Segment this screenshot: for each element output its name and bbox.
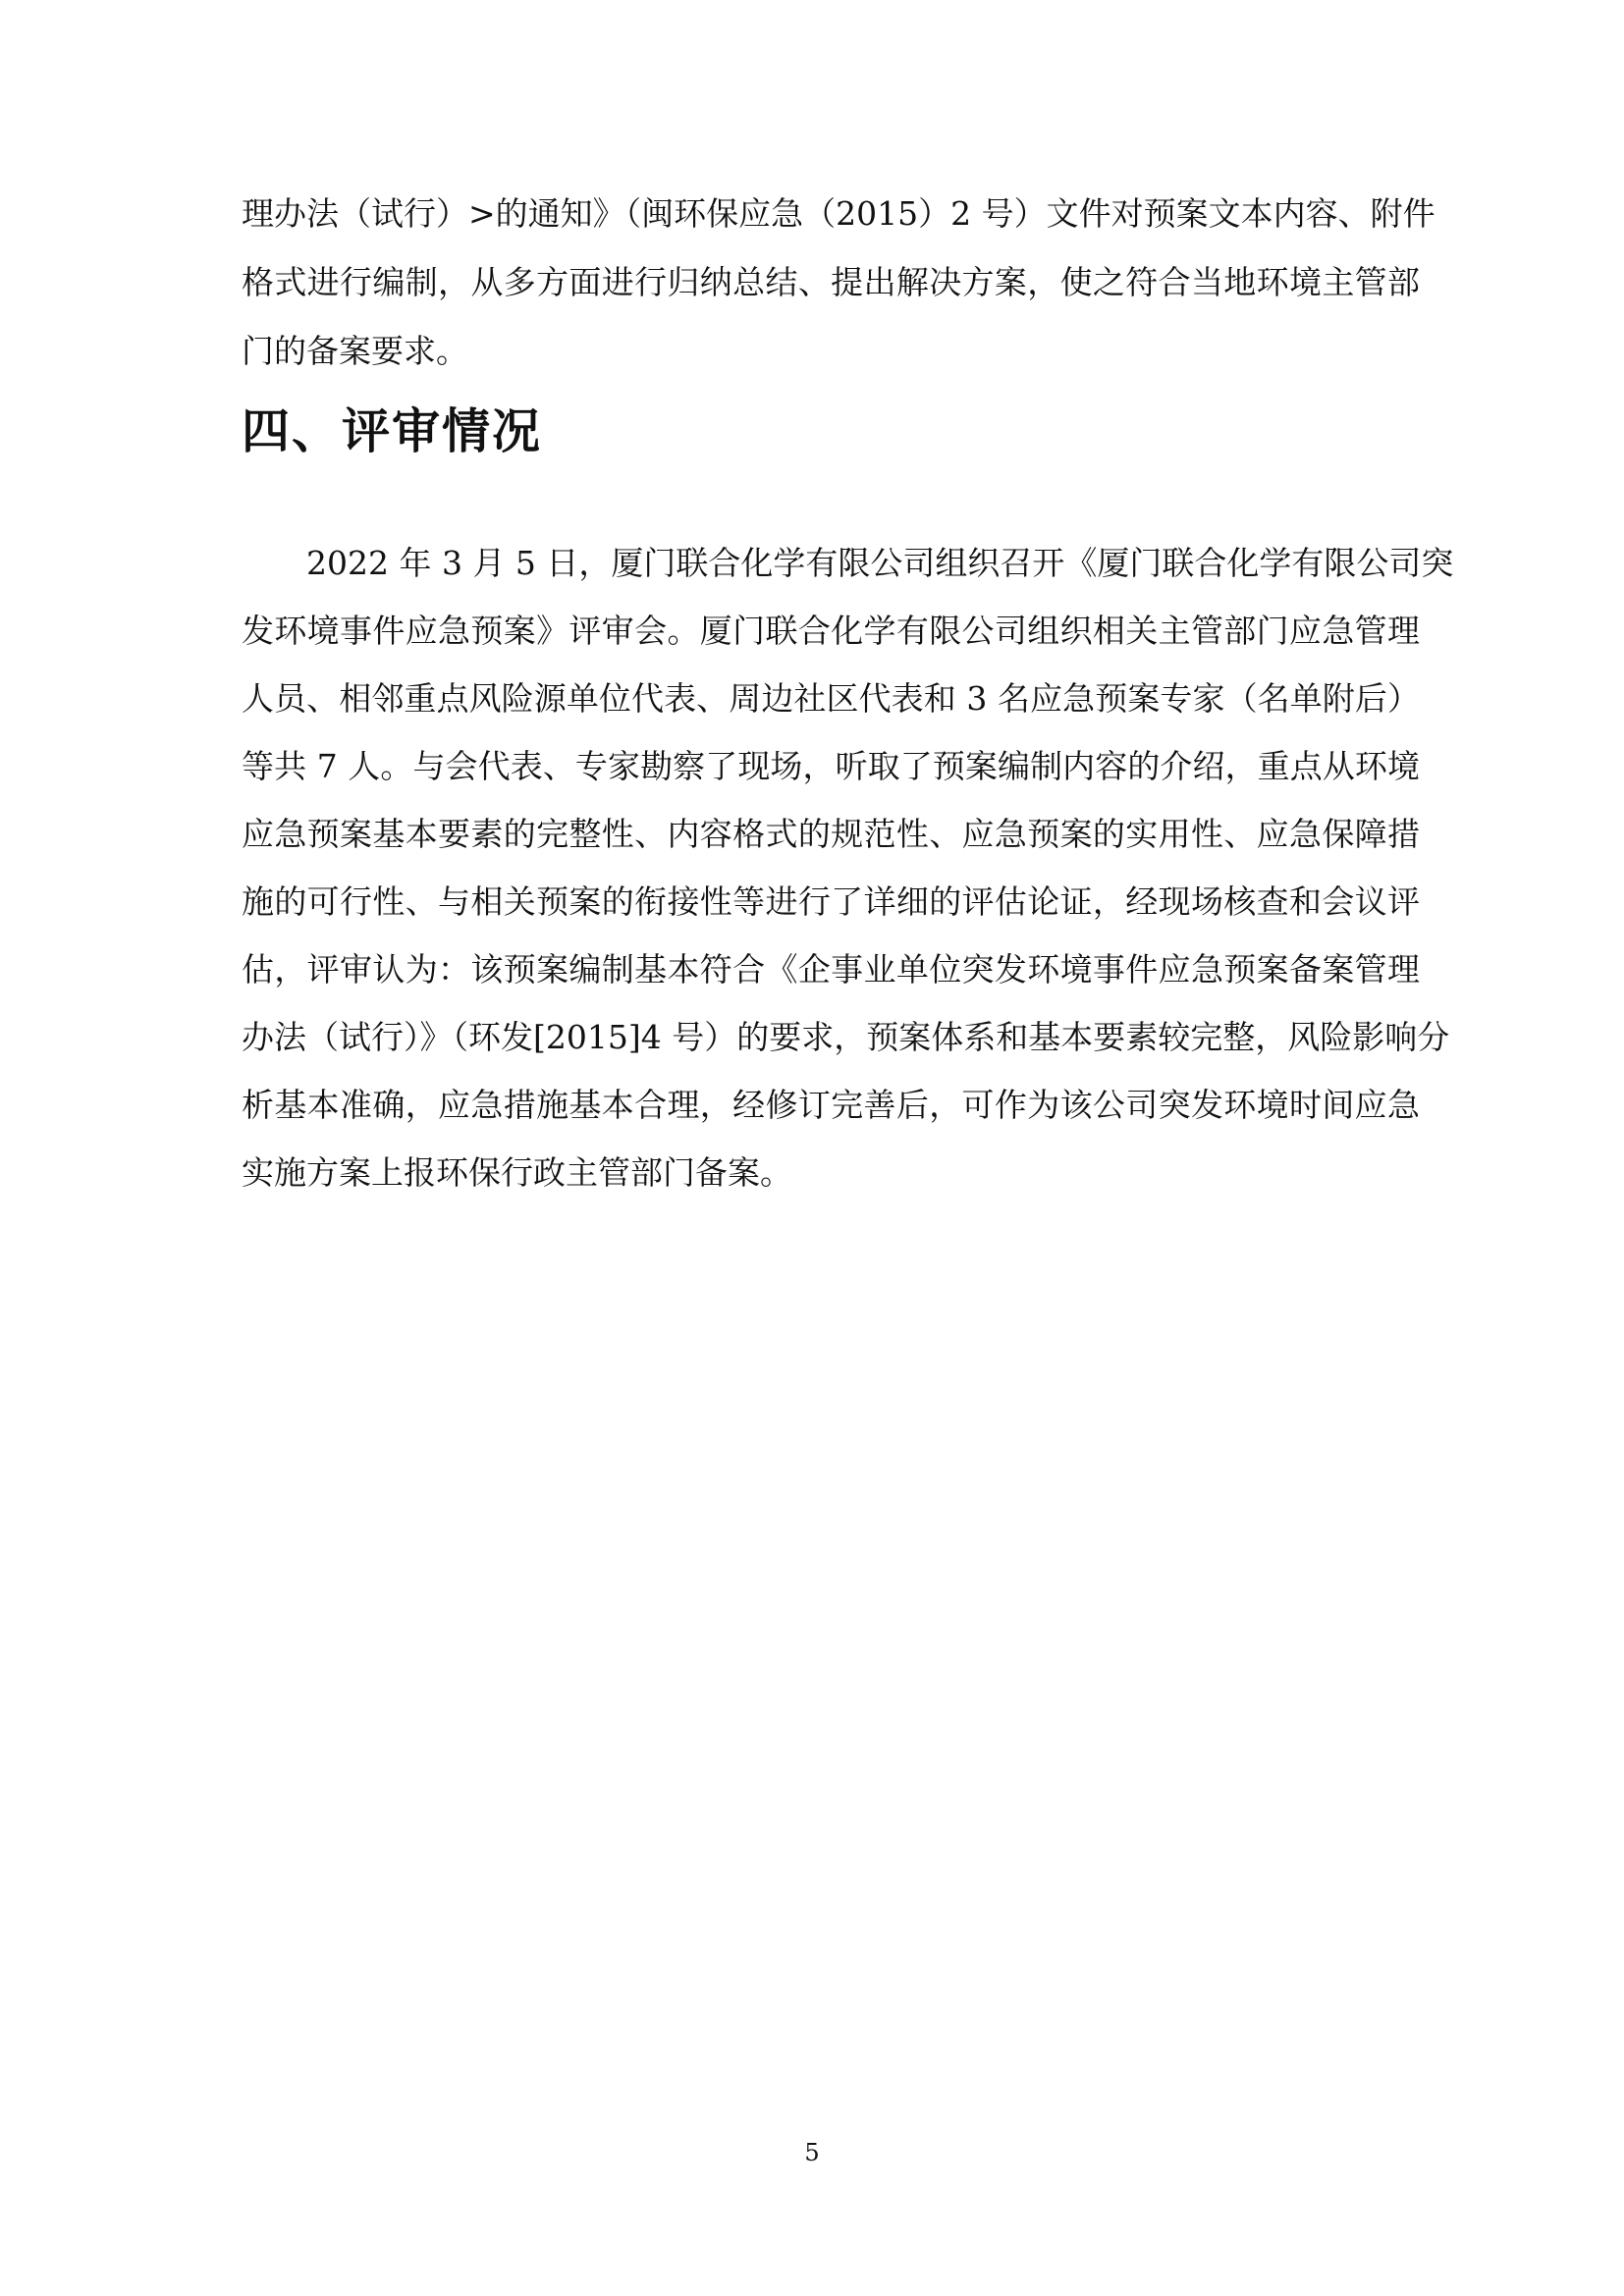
- paragraph-line: 理办法（试行）>的通知》（闽环保应急（2015）2 号）文件对预案文本内容、附件: [242, 194, 1435, 233]
- paragraph-line: 应急预案基本要素的完整性、内容格式的规范性、应急预案的实用性、应急保障措: [242, 815, 1420, 853]
- paragraph-line: 2022 年 3 月 5 日，厦门联合化学有限公司组织召开《厦门联合化学有限公司突: [306, 544, 1454, 582]
- paragraph-line: 估，评审认为：该预案编制基本符合《企事业单位突发环境事件应急预案备案管理: [242, 950, 1420, 988]
- paragraph-line: 办法（试行）》（环发[2015]4 号）的要求，预案体系和基本要素较完整，风险影响分: [242, 1018, 1450, 1056]
- paragraph-line: 施的可行性、与相关预案的衔接性等进行了详细的评估论证，经现场核查和会议评: [242, 882, 1420, 921]
- paragraph-line: 实施方案上报环保行政主管部门备案。: [242, 1153, 792, 1192]
- paragraph-line: 人员、相邻重点风险源单位代表、周边社区代表和 3 名应急预案专家（名单附后）: [242, 679, 1420, 718]
- paragraph-line: 等共 7 人。与会代表、专家勘察了现场，听取了预案编制内容的介绍，重点从环境: [242, 747, 1420, 785]
- page-number: 5: [804, 2139, 820, 2166]
- paragraph-line: 格式进行编制，从多方面进行归纳总结、提出解决方案，使之符合当地环境主管部: [242, 263, 1420, 301]
- paragraph-line: 发环境事件应急预案》评审会。厦门联合化学有限公司组织相关主管部门应急管理: [242, 612, 1420, 650]
- paragraph-line: 门的备案要求。: [242, 332, 468, 370]
- paragraph-line: 析基本准确，应急措施基本合理，经修订完善后，可作为该公司突发环境时间应急: [242, 1086, 1420, 1124]
- section-heading: 四、评审情况: [242, 403, 543, 459]
